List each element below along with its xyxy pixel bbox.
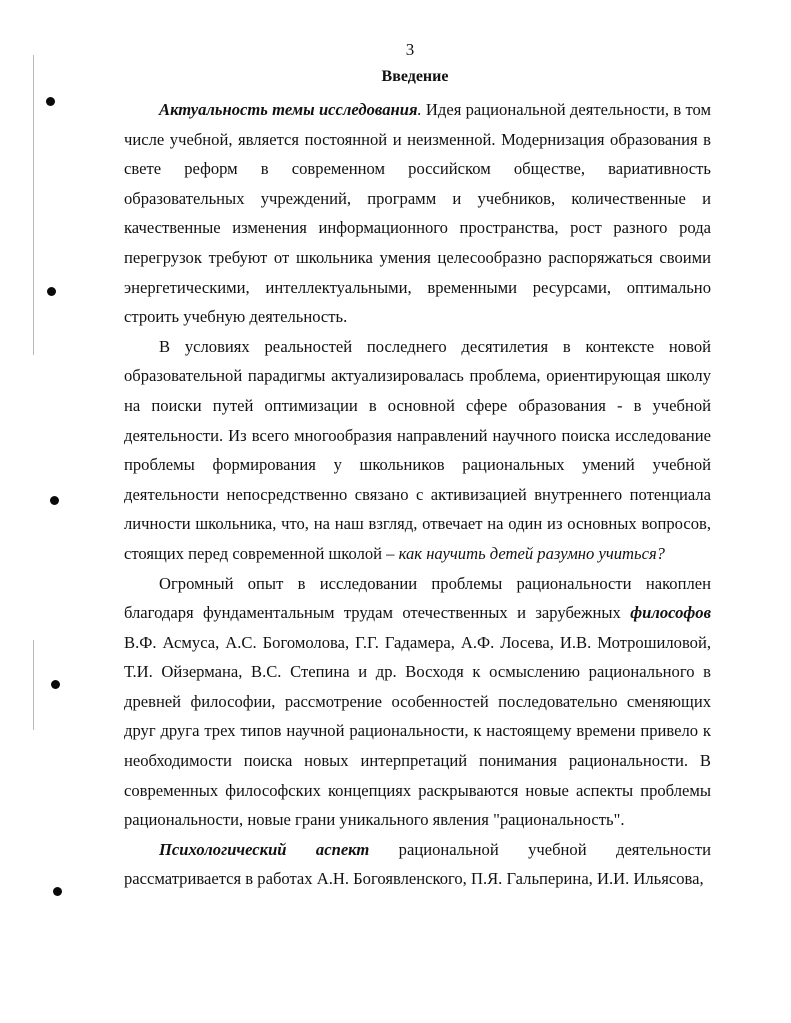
paragraph-text: рациональной учебной деятельности рассматривается в работах А.Н. Богоявленского, П.Я. Гальперина, И.И. Ильясова, (124, 839, 711, 889)
emphasis-lead: Актуальность темы исследования (159, 100, 418, 119)
section-heading: Введение (381, 68, 449, 85)
paragraph-text: Огромный опыт в исследовании проблемы рациональности накоплен благодаря фундаментальным трудам отечественных и зарубежных (124, 573, 711, 623)
paragraph-psychology (124, 835, 711, 894)
binder-hole-mark (50, 496, 59, 505)
paragraph-conditions (124, 332, 711, 569)
binder-hole-mark (53, 887, 62, 896)
paragraph-relevance (124, 95, 711, 332)
paragraph-text: В.Ф. Асмуса, А.С. Богомолова, Г.Г. Гадамера, А.Ф. Лосева, И.В. Мотрошиловой, Т.И. Ойзермана, В.С. Степина и др. Восходя к осмыслению рационального в древней философии, рассмотрение особенностей последовательно сменяющих друг друга трех типов научной рациональности, к настоящему времени привело к необходимости поиска новых интерпретаций понимания рациональности. В современных философских концепциях раскрываются новые аспекты проблемы рациональности, новые грани уникального явления "рациональность". (124, 632, 711, 830)
body-text (124, 95, 711, 894)
paragraph-text: В условиях реальностей последнего десятилетия в контексте новой образовательной парадигмы актуализировалась проблема, ориентирующая школу на поиски путей оптимизации в основной сфере образования - в учебной деятельности. Из всего многообразия направлений научного поиска исследование проблемы формирования у школьников рациональных умений учебной деятельности непосредственно связано с активизацией внутреннего потенциала личности школьника, что, на наш взгляд, отвечает на один из основных вопросов, стоящих перед современной школой – (124, 336, 711, 563)
scan-edge-line (33, 640, 34, 730)
binder-hole-mark (46, 97, 55, 106)
paragraph-philosophy (124, 569, 711, 835)
italic-question: как научить детей разумно учиться? (398, 543, 665, 563)
paragraph-text: Идея рациональной деятельности, в том числе учебной, является постоянной и неизменной. Модернизация образования в свете реформ в современном российском обществе, вариативность образовательных учреждений, программ и учебников, количественные и качественные изменения информационного пространства, рост разного рода перегрузок требуют от школьника умения целесообразно распоряжаться своими энергетическими, интеллектуальными, временными ресурсами, оптимально строить учебную деятельность. (124, 100, 711, 327)
binder-hole-mark (51, 680, 60, 689)
binder-hole-mark (47, 287, 56, 296)
scan-edge-line (33, 55, 34, 355)
page-number: 3 (405, 40, 415, 59)
lead-punctuation: . (417, 100, 422, 119)
emphasis-term: философов (630, 603, 711, 623)
emphasis-lead: Психологический аспект (159, 839, 370, 859)
